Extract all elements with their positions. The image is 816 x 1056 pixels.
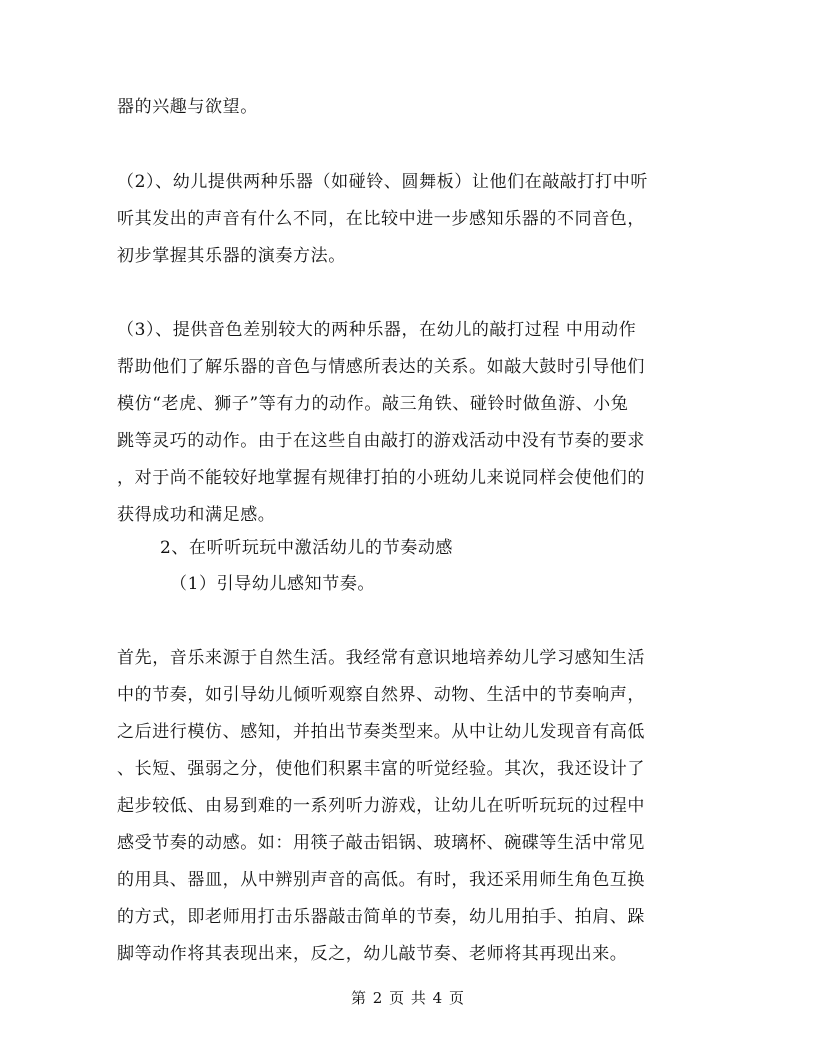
paragraph-line: （3）、提供音色差别较大的两种乐器，在幼儿的敲打过程 中用动作 xyxy=(117,320,637,340)
paragraph-line: 感受节奏的动感。如：用筷子敲击铝锅、玻璃杯、碗碟等生活中常见 xyxy=(117,833,645,853)
paragraph-line: 的方式，即老师用打击乐器敲击简单的节奏，幼儿用拍手、拍肩、跺 xyxy=(117,907,645,927)
paragraph-line: 首先，音乐来源于自然生活。我经常有意识地培养幼儿学习感知生活 xyxy=(117,648,645,668)
paragraph-line: 起步较低、由易到难的一系列听力游戏，让幼儿在听听玩玩的过程中 xyxy=(117,796,645,816)
page-number-footer: 第 2 页 共 4 页 xyxy=(351,989,465,1007)
paragraph-line: 中的节奏，如引导幼儿倾听观察自然界、动物、生活中的节奏响声， xyxy=(117,685,645,705)
paragraph-line: 听其发出的声音有什么不同，在比较中进一步感知乐器的不同音色， xyxy=(117,209,645,229)
paragraph-line: 跳等灵巧的动作。由于在这些自由敲打的游戏活动中没有节奏的要求 xyxy=(117,431,645,451)
paragraph-line: 的用具、器皿，从中辨别声音的高低。有时，我还采用师生角色互换 xyxy=(117,870,645,890)
paragraph-line: 之后进行模仿、感知，并拍出节奏类型来。从中让幼儿发现音有高低 xyxy=(117,722,645,742)
paragraph-line: 脚等动作将其表现出来，反之，幼儿敲节奏、老师将其再现出来。 xyxy=(117,944,628,964)
paragraph-line: 、长短、强弱之分，使他们积累丰富的听觉经验。其次，我还设计了 xyxy=(117,759,645,779)
paragraph-line: ，对于尚不能较好地掌握有规律打拍的小班幼儿来说同样会使他们的 xyxy=(117,468,645,488)
paragraph-line: 初步掌握其乐器的演奏方法。 xyxy=(117,246,346,266)
subsection-heading: （1）引导幼儿感知节奏。 xyxy=(170,574,376,594)
section-heading: 2、在听听玩玩中激活幼儿的节奏动感 xyxy=(160,538,454,558)
paragraph-line: （2）、幼儿提供两种乐器（如碰铃、圆舞板）让他们在敲敲打打中听 xyxy=(117,172,648,192)
paragraph-line: 模仿“老虎、狮子”等有力的动作。敲三角铁、碰铃时做鱼游、小兔 xyxy=(117,394,629,414)
paragraph-line: 获得成功和满足感。 xyxy=(117,505,276,525)
paragraph-line: 器的兴趣与欲望。 xyxy=(117,97,258,117)
paragraph-line: 帮助他们了解乐器的音色与情感所表达的关系。如敲大鼓时引导他们 xyxy=(117,357,645,377)
